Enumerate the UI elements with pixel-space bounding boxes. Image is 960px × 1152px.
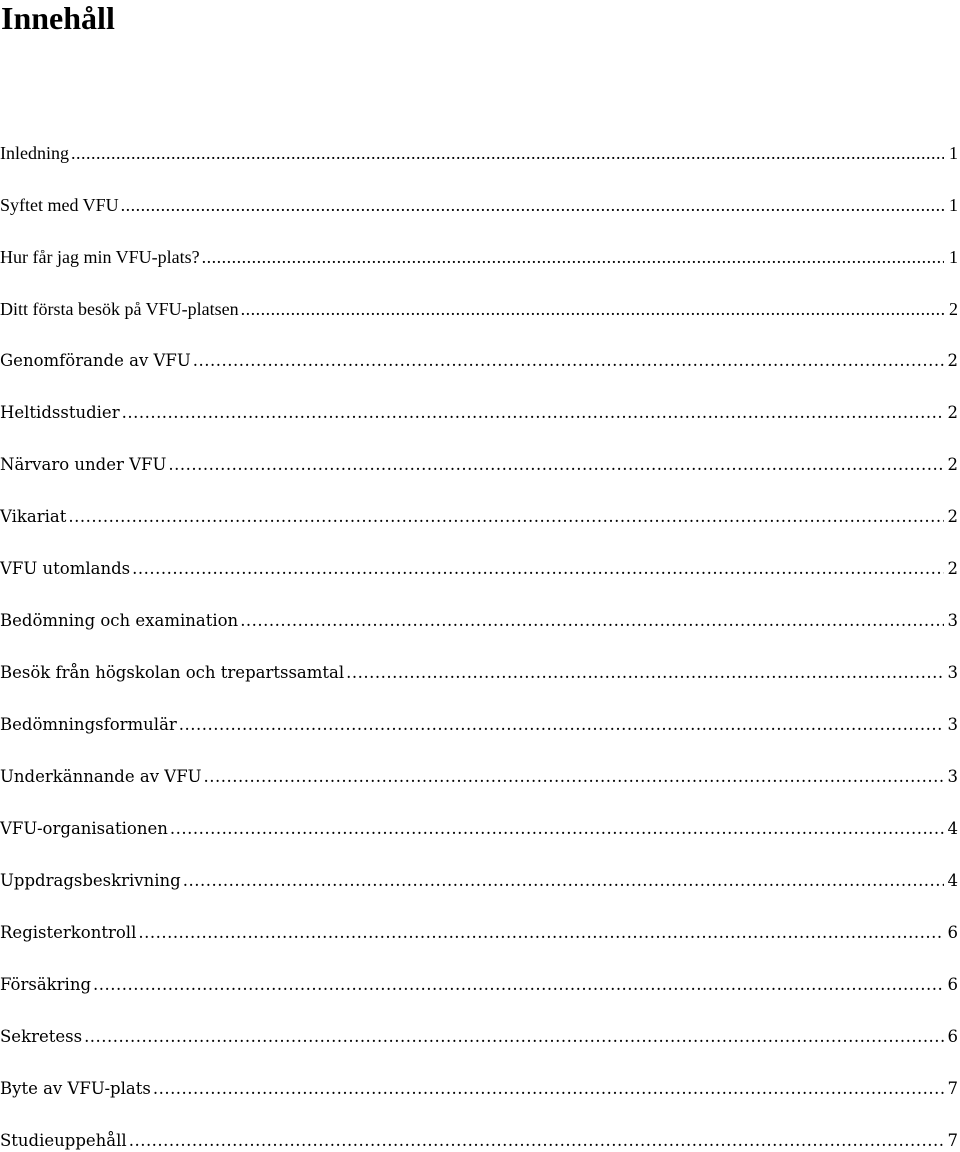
toc-entry-page: 6 <box>947 923 958 942</box>
toc-entry-inledning[interactable] <box>0 112 960 164</box>
dot-leader <box>183 870 944 892</box>
dot-leader <box>71 142 944 164</box>
toc-entry-page: 6 <box>947 975 958 994</box>
toc-entry-label: Besök från högskolan och trepartssamtal <box>0 663 345 682</box>
dot-leader <box>346 662 943 684</box>
dot-leader <box>153 1078 944 1100</box>
toc-entry-page: 2 <box>947 403 958 422</box>
toc-entry-page: 1 <box>949 143 958 163</box>
dot-leader <box>138 922 943 944</box>
toc-entry-narvaro-under-vfu[interactable] <box>0 424 960 476</box>
dot-leader <box>241 298 944 320</box>
toc-entry-underkannande-av-vfu[interactable] <box>0 736 960 788</box>
toc-entry-label: Sekretess <box>0 1027 83 1046</box>
toc-entry-heltidsstudier[interactable] <box>0 372 960 424</box>
toc-entry-page: 7 <box>947 1079 958 1098</box>
toc-entry-page: 2 <box>949 299 958 319</box>
toc-entry-page: 3 <box>947 767 958 786</box>
toc-entry-label: Heltidsstudier <box>0 403 120 422</box>
toc-entry-page: 2 <box>947 351 958 370</box>
toc-entry-page: 2 <box>947 455 958 474</box>
toc-entry-page: 6 <box>947 1027 958 1046</box>
toc-entry-page: 2 <box>947 559 958 578</box>
toc-entry-page: 1 <box>949 247 958 267</box>
toc-entry-page: 3 <box>947 611 958 630</box>
toc-entry-uppdragsbeskrivning[interactable] <box>0 840 960 892</box>
toc-entry-hur-far-jag-min-vfu-plats[interactable] <box>0 216 960 268</box>
toc-entry-genomforande-av-vfu[interactable] <box>0 320 960 372</box>
page-title: Innehåll <box>1 0 115 36</box>
toc-entry-page: 1 <box>949 195 958 215</box>
toc-entry-sekretess[interactable] <box>0 996 960 1048</box>
toc-entry-label: Studieuppehåll <box>0 1131 127 1150</box>
toc-entry-label: Vikariat <box>0 507 67 526</box>
toc-entry-syftet-med-vfu[interactable] <box>0 164 960 216</box>
toc-entry-byte-av-vfu-plats[interactable] <box>0 1048 960 1100</box>
toc-entry-forsakring[interactable] <box>0 944 960 996</box>
toc-entry-label: Registerkontroll <box>0 923 137 942</box>
dot-leader <box>68 506 943 528</box>
dot-leader <box>204 766 944 788</box>
toc-entry-page: 7 <box>947 1131 958 1150</box>
toc-entry-bedomning-och-examination[interactable] <box>0 580 960 632</box>
dot-leader <box>193 350 944 372</box>
toc-entry-label: Syftet med VFU <box>0 195 119 215</box>
toc-entry-label: Byte av VFU-plats <box>0 1079 151 1098</box>
dot-leader <box>129 1130 944 1152</box>
toc-entry-label: Hur får jag min VFU-plats? <box>0 247 200 267</box>
toc-entry-label: Genomförande av VFU <box>0 351 191 370</box>
dot-leader <box>84 1026 943 1048</box>
toc-entry-label: Uppdragsbeskrivning <box>0 871 181 890</box>
dot-leader <box>93 974 943 996</box>
toc-entry-page: 4 <box>947 819 958 838</box>
toc-entry-label: Bedömning och examination <box>0 611 239 630</box>
dot-leader <box>132 558 943 580</box>
toc-entry-registerkontroll[interactable] <box>0 892 960 944</box>
dot-leader <box>121 194 944 216</box>
table-of-contents <box>0 112 960 1152</box>
toc-entry-label: Bedömningsformulär <box>0 715 177 734</box>
toc-entry-label: Ditt första besök på VFU-platsen <box>0 299 239 319</box>
toc-entry-ditt-forsta-besok[interactable] <box>0 268 960 320</box>
toc-entry-vfu-organisationen[interactable] <box>0 788 960 840</box>
toc-entry-besok-fran-hogskolan[interactable] <box>0 632 960 684</box>
toc-entry-page: 3 <box>947 663 958 682</box>
toc-entry-studieuppehall[interactable] <box>0 1100 960 1152</box>
toc-entry-page: 4 <box>947 871 958 890</box>
dot-leader <box>170 818 944 840</box>
toc-entry-vikariat[interactable] <box>0 476 960 528</box>
dot-leader <box>240 610 943 632</box>
toc-entry-vfu-utomlands[interactable] <box>0 528 960 580</box>
toc-entry-page: 3 <box>947 715 958 734</box>
toc-entry-label: VFU utomlands <box>0 559 131 578</box>
dot-leader <box>202 246 944 268</box>
toc-entry-label: VFU-organisationen <box>0 819 168 838</box>
toc-entry-label: Försäkring <box>0 975 92 994</box>
toc-entry-label: Inledning <box>0 143 69 163</box>
dot-leader <box>179 714 944 736</box>
toc-entry-label: Närvaro under VFU <box>0 455 167 474</box>
dot-leader <box>122 402 944 424</box>
toc-entry-bedomningsformular[interactable] <box>0 684 960 736</box>
toc-entry-label: Underkännande av VFU <box>0 767 202 786</box>
toc-entry-page: 2 <box>947 507 958 526</box>
dot-leader <box>168 454 943 476</box>
